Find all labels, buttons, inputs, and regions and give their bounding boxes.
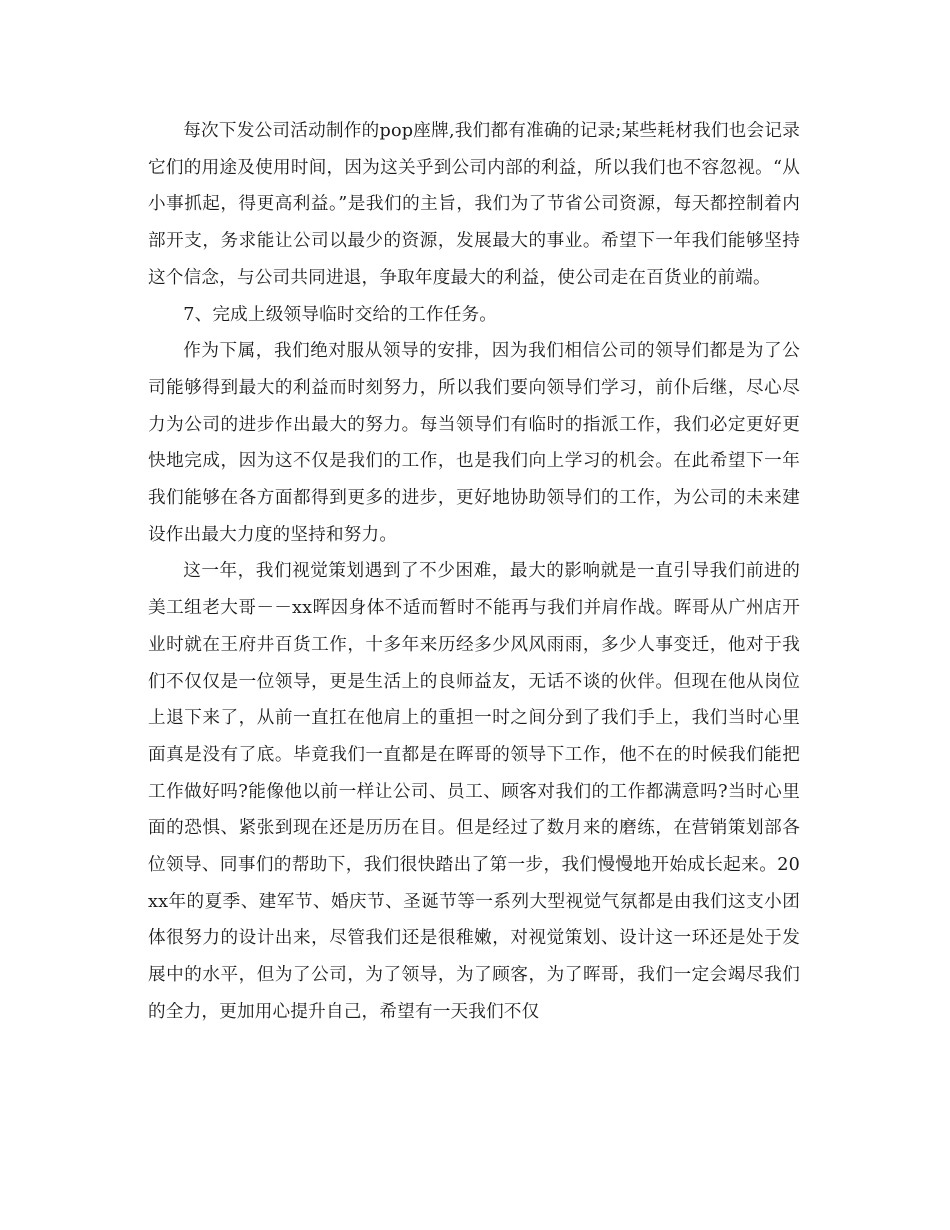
document-body [148, 113, 800, 1031]
paragraph-obey-leadership: 作为下属，我们绝对服从领导的安排，因为我们相信公司的领导们都是为了公司能够得到最大的利益而时刻努力，所以我们要向领导们学习，前仆后继，尽心尽力为公司的进步作出最大的努力。每当领导们有临时的指派工作，我们必定更好更快地完成，因为这不仅是我们的工作，也是我们向上学习的机会。在此希望下一年我们能够在各方面都得到更多的进步，更好地协助领导们的工作，为公司的未来建设作出最大力度的坚持和努力。 [148, 341, 800, 545]
paragraph-resource-saving: 每次下发公司活动制作的pop座牌,我们都有准确的记录;某些耗材我们也会记录它们的用途及使用时间，因为这关乎到公司内部的利益，所以我们也不容忽视。“从小事抓起，得更高利益。”是我们的主旨，我们为了节省公司资源，每天都控制着内部开支，务求能让公司以最少的资源，发展最大的事业。希望下一年我们能够坚持这个信念，与公司共同进退，争取年度最大的利益，使公司走在百货业的前端。 [148, 121, 800, 288]
paragraph-item-7-heading: 7、完成上级领导临时交给的工作任务。 [183, 304, 498, 325]
paragraph-year-review: 这一年，我们视觉策划遇到了不少困难，最大的影响就是一直引导我们前进的美工组老大哥－－xx晖因身体不适而暂时不能再与我们并肩作战。晖哥从广州店开业时就在王府井百货工作，十多年来历经多少风风雨雨，多少人事变迁，他对于我们不仅仅是一位领导，更是生活上的良师益友，无话不谈的伙伴。但现在他从岗位上退下来了，从前一直扛在他肩上的重担一时之间分到了我们手上，我们当时心里面真是没有了底。毕竟我们一直都是在晖哥的领导下工作，他不在的时候我们能把工作做好吗?能像他以前一样让公司、员工、顾客对我们的工作都满意吗?当时心里面的恐惧、紧张到现在还是历历在目。但是经过了数月来的磨练，在营销策划部各位领导、同事们的帮助下，我们很快踏出了第一步，我们慢慢地开始成长起来。20xx年的夏季、建军节、婚庆节、圣诞节等一系列大型视觉气氛都是由我们这支小团体很努力的设计出来，尽管我们还是很稚嫩，对视觉策划、设计这一环还是处于发展中的水平，但为了公司，为了领导，为了顾客，为了晖哥，我们一定会竭尽我们的全力，更加用心提升自己，希望有一天我们不仅 [148, 561, 800, 1022]
